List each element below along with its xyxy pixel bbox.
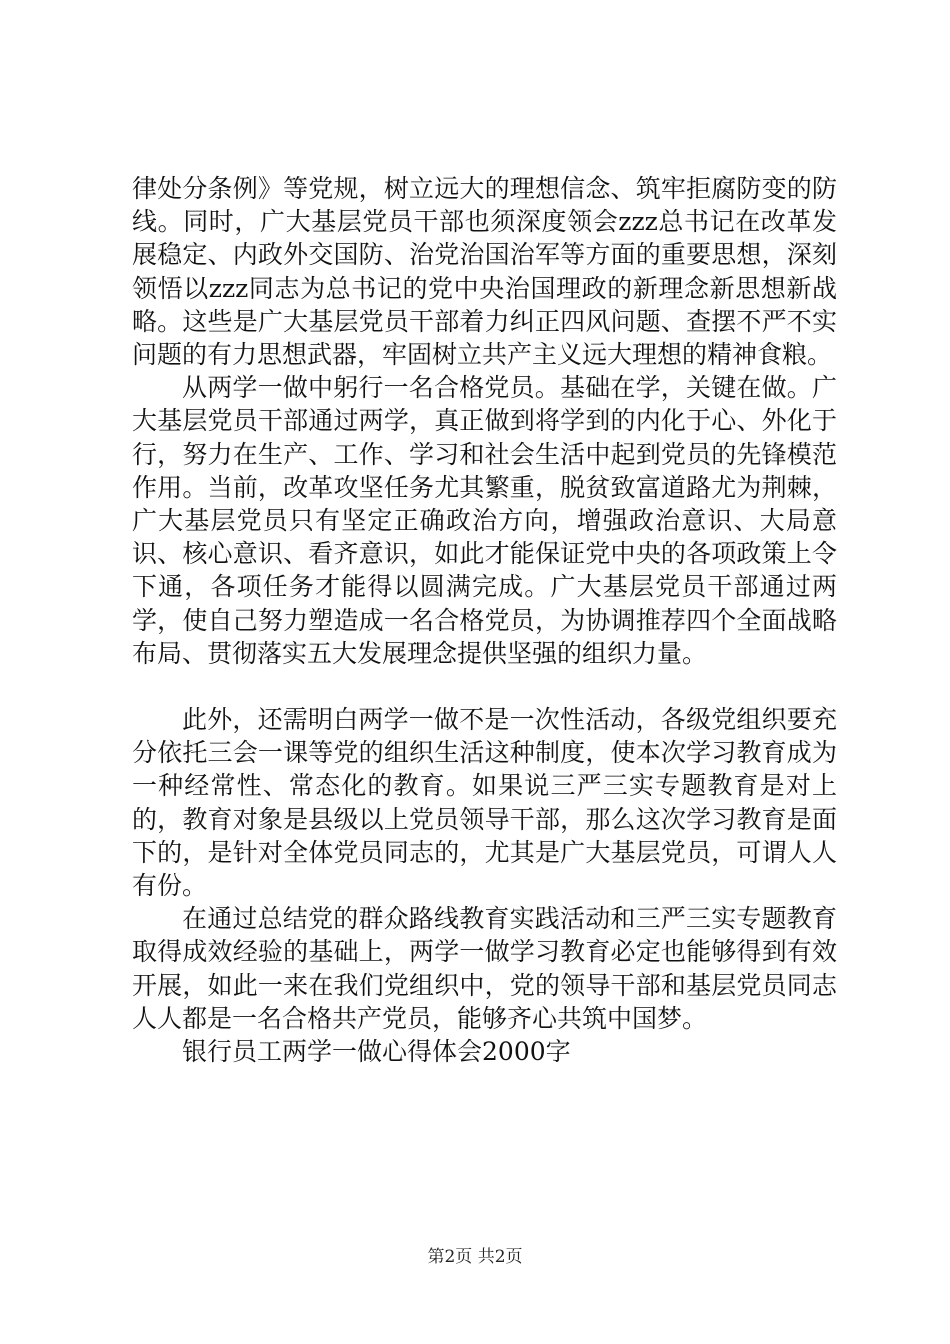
paragraph-conclusion: 在通过总结党的群众路线教育实践活动和三严三实专题教育取得成效经验的基础上，两学一做学习教育必定也能够得到有效开展，如此一来在我们党组织中，党的领导干部和基层党员同志人人都是一名合格共产党员，能够齐心共筑中国梦。 bbox=[132, 904, 837, 1033]
paragraph-not-one-time: 此外，还需明白两学一做不是一次性活动，各级党组织要充分依托三会一课等党的组织生活这种制度，使本次学习教育成为一种经常性、常态化的教育。如果说三严三实专题教育是对上的，教育对象是县级以上党员领导干部，那么这次学习教育是面下的，是针对全体党员同志的，尤其是广大基层党员，可谓人人有份。 bbox=[132, 705, 837, 901]
paragraph-title-line: 银行员工两学一做心得体会2000字 bbox=[182, 1037, 571, 1067]
paragraph-continuation: 律处分条例》等党规，树立远大的理想信念、筑牢拒腐防变的防线。同时，广大基层党员干部也须深度领会zzz总书记在改革发展稳定、内政外交国防、治党治国治军等方面的重要思想，深刻领悟以zzz同志为总书记的党中央治国理政的新理念新思想新战略。这些是广大基层党员干部着力纠正四风问题、查摆不严不实问题的有力思想武器，牢固树立共产主义远大理想的精神食粮。 bbox=[132, 174, 837, 370]
document-body bbox=[132, 172, 837, 1068]
page-number-footer: 第2页 共2页 bbox=[427, 1247, 523, 1267]
paragraph-qualified-member: 从两学一做中躬行一名合格党员。基础在学，关键在做。广大基层党员干部通过两学，真正做到将学到的内化于心、外化于行，努力在生产、工作、学习和社会生活中起到党员的先锋模范作用。当前，改革攻坚任务尤其繁重，脱贫致富道路尤为荆棘，广大基层党员只有坚定正确政治方向，增强政治意识、大局意识、核心意识、看齐意识，如此才能保证党中央的各项政策上令下通，各项任务才能得以圆满完成。广大基层党员干部通过两学，使自己努力塑造成一名合格党员，为协调推荐四个全面战略布局、贯彻落实五大发展理念提供坚强的组织力量。 bbox=[132, 373, 837, 668]
